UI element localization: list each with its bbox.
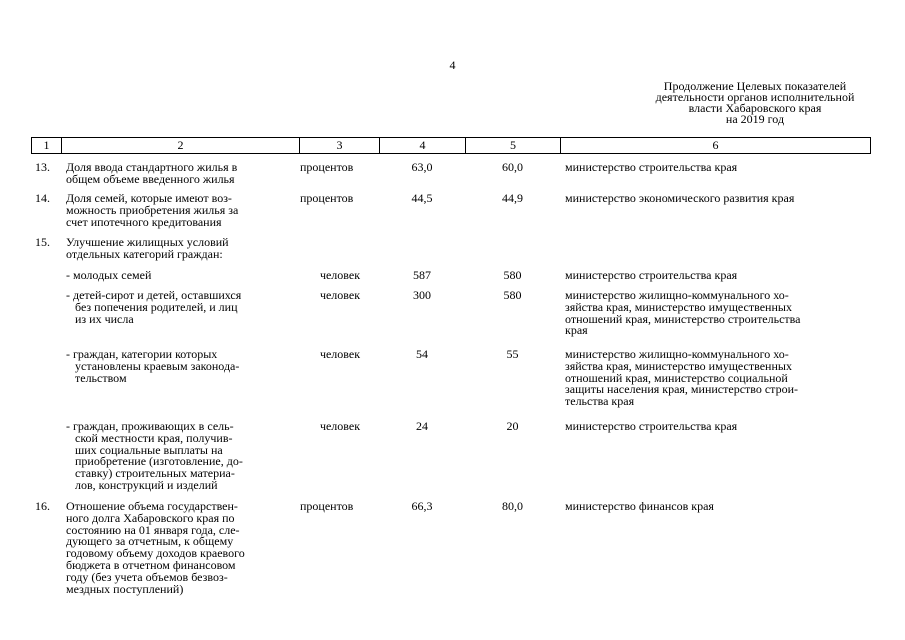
header-cell-3: 3 [300,138,380,153]
value-plan: 24 [416,419,428,433]
responsible-org-line: министерство жилищно-коммунального хо- [565,347,789,361]
value-plan: 66,3 [411,499,433,513]
responsible-org-line: тельства края [565,394,635,409]
table-header [31,137,871,154]
indicator-name [66,193,291,228]
value-target: 580 [503,268,522,282]
value-plan: 63,0 [411,160,433,174]
indicator-name-line: Доля семей, которые имеют воз- [66,191,232,205]
unit: процентов [300,499,354,513]
indicator-name [66,237,291,261]
continuation-title [640,81,870,125]
unit: процентов [300,160,354,174]
unit: человек [319,347,361,361]
row-number: 14. [35,191,50,205]
value-target: 80,0 [502,499,523,513]
unit: человек [319,268,361,282]
indicator-name-line: тельством [75,370,127,385]
indicator-name-line: мездных поступлений) [66,581,184,596]
responsible-org [565,349,865,408]
header-cell-4: 4 [380,138,466,153]
indicator-name-line: лов, конструкций и изделий [75,477,218,492]
indicator-name-line: дующего за отчетным, к общему [66,534,234,549]
indicator-name-line: годовому объему доходов краевого [66,546,245,561]
value-plan: 44,5 [411,191,433,205]
responsible-org [565,290,865,337]
value-target: 55 [506,347,519,361]
header-cell-2: 2 [62,138,300,153]
indicator-name-line: году (без учета объемов безвоз- [66,569,228,584]
responsible-org-line: отношений края, министерство социальной [565,370,788,385]
row-number: 13. [35,160,50,174]
indicator-name-line: Доля ввода стандартного жилья в [66,160,238,174]
responsible-org-line: министерство жилищно-коммунального хо- [565,288,789,302]
row-number: 16. [35,499,50,513]
header-cell-6: 6 [712,138,719,152]
indicator-name-line: Улучшение жилищных условий [66,235,229,249]
responsible-org-line: края [565,323,588,338]
indicator-name-line: ших социальные выплаты на [75,442,223,457]
indicator-name-line: ставку) строительных материа- [75,466,235,481]
continuation-title-line: Продолжение Целевых показателей [663,79,847,93]
header-cell-1: 1 [32,138,62,153]
indicator-name-line: отдельных категорий граждан: [66,246,223,261]
continuation-title-line: на 2019 год [725,112,785,126]
indicator-name-line: - граждан, категории которых [66,347,218,361]
unit: человек [319,288,361,302]
value-target: 20 [506,419,519,433]
responsible-org [565,193,865,205]
value-plan: 54 [416,347,428,361]
indicator-name-line: состоянию на 01 января года, сле- [66,522,240,537]
responsible-org-line: министерство финансов края [565,499,714,513]
indicator-name-line: можность приобретения жилья за [66,202,239,217]
responsible-org [565,421,865,433]
indicator-name-line: ской местности края, получив- [75,430,233,445]
indicator-name-line: приобретение (изготовление, до- [75,454,243,469]
responsible-org-line: министерство экономического развития края [565,191,795,205]
header-cell-5: 5 [466,138,561,153]
responsible-org-line: министерство строительства края [565,160,738,174]
indicator-name-line: - детей-сирот и детей, оставшихся [66,288,242,302]
responsible-org-line: министерство строительства края [565,268,738,282]
indicator-name-line: - молодых семей [66,268,152,282]
value-plan: 587 [413,268,431,282]
indicator-name-line: установлены краевым законода- [75,358,240,373]
indicator-name [66,501,291,595]
row-number: 15. [35,235,50,249]
responsible-org [565,162,865,174]
responsible-org-line: министерство строительства края [565,419,738,433]
indicator-name [66,270,291,282]
indicator-name [66,290,291,325]
responsible-org-line: зяйства края, министерство имущественных [565,299,792,314]
continuation-title-line: деятельности органов исполнительной [655,90,855,104]
unit: процентов [300,191,354,205]
value-target: 60,0 [502,160,523,174]
indicator-name-line: - граждан, проживающих в сель- [66,419,234,433]
responsible-org [565,270,865,282]
indicator-name-line: Отношение объема государствен- [66,499,238,513]
unit: человек [319,419,361,433]
indicator-name-line: ного долга Хабаровского края по [66,510,235,525]
value-target: 44,9 [502,191,523,205]
indicator-name-line: счет ипотечного кредитования [66,214,222,229]
indicator-name [66,349,291,384]
responsible-org-line: зяйства края, министерство имущественных [565,358,792,373]
responsible-org [565,501,865,513]
indicator-name [66,421,291,492]
indicator-name-line: бюджета в отчетном финансовом [66,557,236,572]
indicator-name [66,162,291,186]
value-target: 580 [503,288,522,302]
indicator-name-line: общем объеме введенного жилья [66,171,235,186]
value-plan: 300 [413,288,431,302]
indicator-name-line: без попечения родителей, и лиц [75,299,238,314]
responsible-org-line: защиты населения края, министерство строи- [565,382,798,397]
responsible-org-line: отношений края, министерство строительства [565,311,801,326]
indicator-name-line: из их числа [75,311,134,326]
continuation-title-line: власти Хабаровского края [688,101,822,115]
page-number: 4 [449,58,456,72]
